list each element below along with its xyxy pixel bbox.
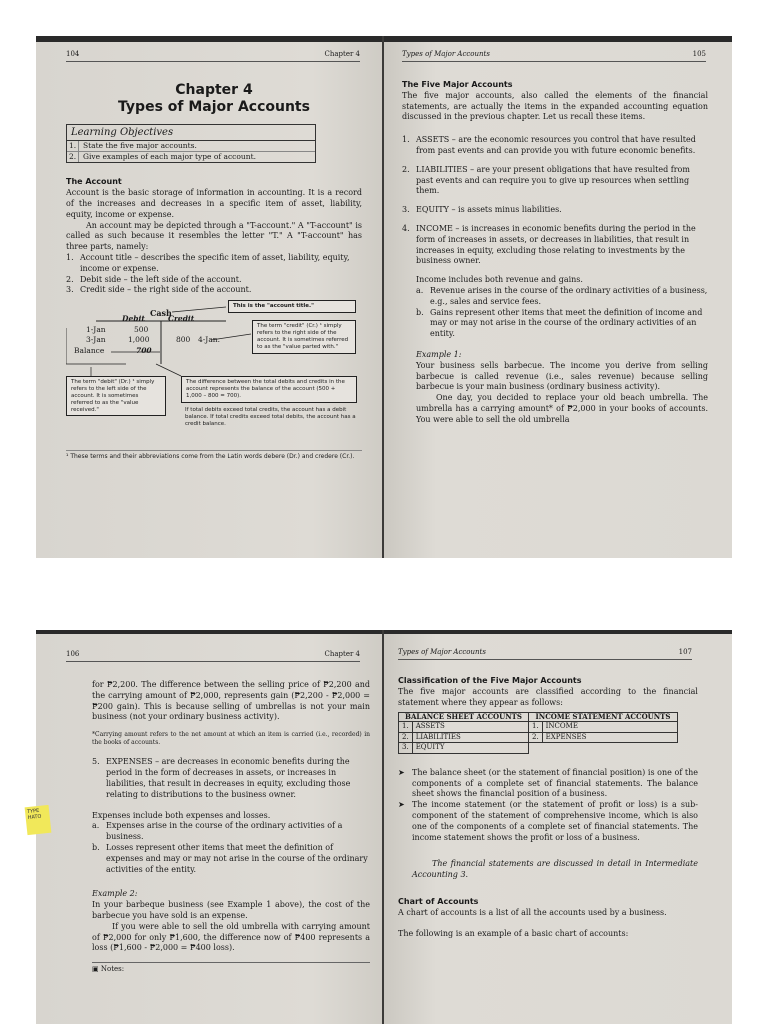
notes-label bbox=[92, 962, 370, 974]
credit-balance-note: If total debits exceed total credits, the account has a debit balance. If total credits exceed total debits, the account has a credit balance. bbox=[185, 407, 356, 427]
running-head-text: Types of Major Accounts bbox=[402, 50, 490, 58]
table-header-balance-sheet: BALANCE SHEET ACCOUNTS bbox=[399, 713, 529, 722]
account-title-callout: This is the "account title." bbox=[228, 300, 356, 313]
list-text: The balance sheet (or the statement of financial position) is one of the components of a complete set of financial statements. The balance sheet shows the financial position of a business. bbox=[412, 767, 698, 799]
page-edge bbox=[36, 36, 382, 42]
balance-value: 700 bbox=[136, 346, 152, 356]
running-head bbox=[66, 650, 360, 662]
top-spread bbox=[36, 36, 732, 558]
list-number: 2. bbox=[402, 164, 410, 174]
footnote: ¹ These terms and their abbreviations come from the Latin words debere (Dr.) and credere (Cr.). bbox=[66, 450, 362, 461]
table-row bbox=[399, 722, 678, 732]
page-105 bbox=[384, 36, 732, 558]
running-head-text: Chapter 4 bbox=[324, 650, 360, 658]
example-label: Example 1: bbox=[416, 349, 462, 359]
list-text: Revenue arises in the course of the ordinary activities of a business, e.g., sales and service fees. bbox=[430, 285, 708, 306]
table-header-row bbox=[399, 713, 678, 722]
debit-value: 500 bbox=[134, 325, 149, 335]
notes-text: Notes: bbox=[100, 965, 125, 974]
cell-number: 2. bbox=[528, 732, 542, 742]
major-accounts-list bbox=[402, 135, 708, 267]
page-106 bbox=[36, 630, 384, 1024]
table-row bbox=[399, 743, 678, 753]
bottom-spread bbox=[36, 630, 732, 1024]
list-number: 4. bbox=[402, 223, 410, 233]
notes-icon: ▣ bbox=[92, 965, 99, 974]
classification-table bbox=[398, 712, 678, 753]
running-head bbox=[402, 50, 706, 62]
list-text: INCOME – is increases in economic benefits during the period in the form of increases in assets, or decreases in liabilities, that result in increases in equity, excluding those relating to investments by the business owner. bbox=[416, 223, 696, 266]
page-edge bbox=[36, 630, 382, 634]
list-letter: a. bbox=[92, 821, 100, 831]
chart-of-accounts-example-intro: The following is an example of a basic chart of accounts: bbox=[398, 928, 629, 938]
bullet-arrow-icon: ➤ bbox=[398, 800, 405, 810]
list-number: 3. bbox=[402, 205, 410, 215]
carrying-amount-note: *Carrying amount refers to the net amount at which an item is carried (i.e., recorded) in the books of accounts. bbox=[92, 731, 370, 747]
example-paragraph: In your barbeque business (see Example 1 above), the cost of the barbecue you have sold is an expense. bbox=[92, 900, 370, 920]
table-header-income-statement: INCOME STATEMENT ACCOUNTS bbox=[528, 713, 677, 722]
credit-callout: The term "credit" (Cr.) ¹ simply refers to the right side of the account. It is sometimes referred to as the "value parted with." bbox=[252, 320, 356, 354]
row-date: 1-Jan bbox=[86, 325, 106, 335]
five-accounts-intro: The five major accounts, also called the elements of the financial statements, are actually the items in the expanded accounting equation discussed in the previous chapter. Let us recall these items. bbox=[402, 90, 708, 122]
cell-account: EQUITY bbox=[412, 743, 528, 753]
list-item bbox=[402, 224, 708, 267]
credit-heading: Credit bbox=[168, 314, 195, 324]
list-item bbox=[66, 275, 362, 286]
list-number: 1. bbox=[402, 135, 410, 145]
list-letter: b. bbox=[92, 842, 100, 852]
page-number: 105 bbox=[692, 50, 706, 58]
chapter-number: Chapter 4 bbox=[175, 82, 253, 98]
running-head-text: Types of Major Accounts bbox=[398, 648, 486, 656]
list-number: 5. bbox=[92, 757, 100, 767]
objective-text: Give examples of each major type of account. bbox=[83, 152, 256, 162]
list-text: Losses represent other items that meet the definition of expenses and may or may not arise in the course of the ordinary activities of the entity. bbox=[106, 842, 368, 874]
list-text: ASSETS – are the economic resources you control that have resulted from past events and can provide you with future economic benefits. bbox=[416, 135, 696, 155]
section-heading-account: The Account bbox=[66, 177, 122, 187]
running-head bbox=[398, 648, 692, 660]
expenses-list bbox=[92, 757, 370, 800]
list-item bbox=[416, 286, 708, 308]
chapter-title: Types of Major Accounts bbox=[118, 98, 310, 115]
page-104 bbox=[36, 36, 384, 558]
sticky-note: TYPE HATO bbox=[25, 805, 52, 835]
objective-row bbox=[67, 141, 315, 152]
row-date: 3-Jan bbox=[86, 335, 106, 345]
list-item bbox=[92, 757, 370, 800]
cell-account: INCOME bbox=[542, 722, 677, 732]
list-text: Account title – describes the specific item of asset, liability, equity, income or expense. bbox=[80, 252, 350, 273]
t-account-diagram bbox=[66, 300, 362, 450]
cell-account: ASSETS bbox=[412, 722, 528, 732]
cell-number: 1. bbox=[399, 722, 413, 732]
debit-heading: Debit bbox=[122, 314, 145, 324]
page-107 bbox=[384, 630, 732, 1024]
list-text: EXPENSES – are decreases in economic benefits during the period in the form of decreases in assets, or increases in liabilities, that result in decreases in equity, excluding those relating to distributions to the business owner. bbox=[106, 757, 351, 799]
debit-callout: The term "debit" (Dr.) ¹ simply refers to the left side of the account. It is sometimes referred to as the "value received." bbox=[66, 376, 166, 416]
list-text: EQUITY – is assets minus liabilities. bbox=[416, 205, 562, 215]
chart-of-accounts-definition: A chart of accounts is a list of all the accounts used by a business. bbox=[398, 907, 667, 917]
list-item bbox=[66, 285, 362, 296]
account-title-cash: Cash bbox=[150, 308, 172, 319]
debit-value: 1,000 bbox=[128, 335, 150, 345]
income-sub-list bbox=[402, 286, 708, 340]
list-text: LIABILITIES – are your present obligations that have resulted from past events and can require you to give up resources when settling them. bbox=[416, 164, 690, 196]
cell-number: 2. bbox=[399, 732, 413, 742]
list-letter: a. bbox=[416, 285, 424, 295]
cell-number bbox=[528, 743, 542, 753]
list-item bbox=[402, 135, 708, 157]
page-104-content bbox=[66, 82, 362, 461]
list-item bbox=[402, 165, 708, 197]
financial-statements-note: The financial statements are discussed in detail in Intermediate Accounting 3. bbox=[412, 859, 698, 880]
balance-callout: The difference between the total debits and credits in the account represents the balance of the account (500 + 1,000 – 800 = 700). bbox=[181, 376, 357, 403]
list-number: 3. bbox=[66, 285, 74, 295]
example-label: Example 2: bbox=[92, 889, 138, 899]
running-head-text: Chapter 4 bbox=[324, 50, 360, 58]
objective-row bbox=[67, 152, 315, 162]
expenses-includes: Expenses include both expenses and losses. bbox=[92, 810, 271, 820]
page-number: 104 bbox=[66, 50, 80, 58]
account-paragraph: Account is the basic storage of information in accounting. It is a record of the increases and decreases in a specific item of asset, liability, equity, income or expense. bbox=[66, 188, 362, 219]
section-heading-five-accounts: The Five Major Accounts bbox=[402, 80, 513, 89]
example-paragraph: One day, you decided to replace your old beach umbrella. The umbrella has a carrying amount* of ₱2,000 in your books of accounts. You were able to sell the old umbrella bbox=[416, 393, 708, 424]
balance-label: Balance bbox=[74, 346, 105, 356]
example-paragraph: If you were able to sell the old umbrella with carrying amount of ₱2,000 for only ₱1,600, the difference now of ₱400 represents a loss (₱1,600 - ₱2,000 = ₱400 loss). bbox=[92, 921, 370, 953]
cell-account: LIABILITIES bbox=[412, 732, 528, 742]
list-text: Gains represent other items that meet the definition of income and may or may not arise in the course of the ordinary activities of an entity. bbox=[430, 307, 703, 339]
cell-number: 1. bbox=[528, 722, 542, 732]
page-edge bbox=[384, 630, 732, 634]
example-paragraph: Your business sells barbecue. The income you derive from selling barbecue is called revenue (i.e., sales revenue) because selling barbecue is your main business (ordinary business activity). bbox=[416, 360, 708, 392]
cell-account bbox=[542, 743, 677, 753]
list-number: 2. bbox=[66, 274, 74, 284]
cell-account: EXPENSES bbox=[542, 732, 677, 742]
section-heading-classification: Classification of the Five Major Accounts bbox=[398, 676, 582, 685]
list-item bbox=[92, 843, 370, 875]
page-105-content bbox=[402, 80, 708, 426]
list-letter: b. bbox=[416, 307, 424, 317]
list-text: Expenses arise in the course of the ordinary activities of a business. bbox=[106, 821, 343, 842]
expenses-sub-list bbox=[92, 821, 370, 875]
list-item bbox=[92, 821, 370, 843]
objective-number: 1. bbox=[67, 141, 79, 151]
list-item bbox=[66, 253, 362, 275]
list-text: Debit side – the left side of the account. bbox=[80, 274, 242, 284]
page-107-content bbox=[398, 676, 698, 939]
list-item bbox=[416, 308, 708, 340]
page-number: 107 bbox=[678, 648, 692, 656]
learning-objectives-title: Learning Objectives bbox=[67, 125, 315, 142]
page-edge bbox=[384, 36, 732, 42]
list-text: The income statement (or the statement of profit or loss) is a sub-component of the statement of comprehensive income, which is also one of the components of a complete set of financial statements. The income statement shows the profit or loss of a business. bbox=[412, 800, 698, 842]
continued-paragraph: for ₱2,200. The difference between the selling price of ₱2,200 and the carrying amount of ₱2,000, represents gain (₱2,200 - ₱2,000 = ₱200 gain). This is because selling of umbrellas is not your main business (not your ordinary business activity). bbox=[92, 680, 370, 722]
income-includes: Income includes both revenue and gains. bbox=[416, 275, 583, 285]
list-text: Credit side – the right side of the account. bbox=[80, 285, 252, 295]
cell-number: 3. bbox=[399, 743, 413, 753]
page-106-content bbox=[92, 680, 370, 975]
running-head bbox=[66, 50, 360, 62]
list-item bbox=[398, 800, 698, 843]
t-account-parts-list bbox=[66, 253, 362, 296]
t-account-paragraph: An account may be depicted through a "T-account." A "T-account" is called as such because it resembles the letter "T." A "T-account" has three parts, namely: bbox=[66, 220, 362, 252]
objective-text: State the five major accounts. bbox=[83, 141, 197, 151]
learning-objectives-box bbox=[66, 124, 316, 164]
bullet-arrow-icon: ➤ bbox=[398, 767, 405, 777]
table-row bbox=[399, 732, 678, 742]
section-heading-chart-of-accounts: Chart of Accounts bbox=[398, 896, 479, 906]
classification-intro: The five major accounts are classified according to the financial statement where they appear as follows: bbox=[398, 686, 698, 707]
credit-value: 800 bbox=[176, 335, 191, 345]
objective-number: 2. bbox=[67, 152, 79, 162]
page-number: 106 bbox=[66, 650, 80, 658]
list-item bbox=[398, 768, 698, 800]
list-number: 1. bbox=[66, 252, 74, 262]
list-item bbox=[402, 205, 708, 216]
credit-date: 4-Jan. bbox=[198, 335, 220, 345]
